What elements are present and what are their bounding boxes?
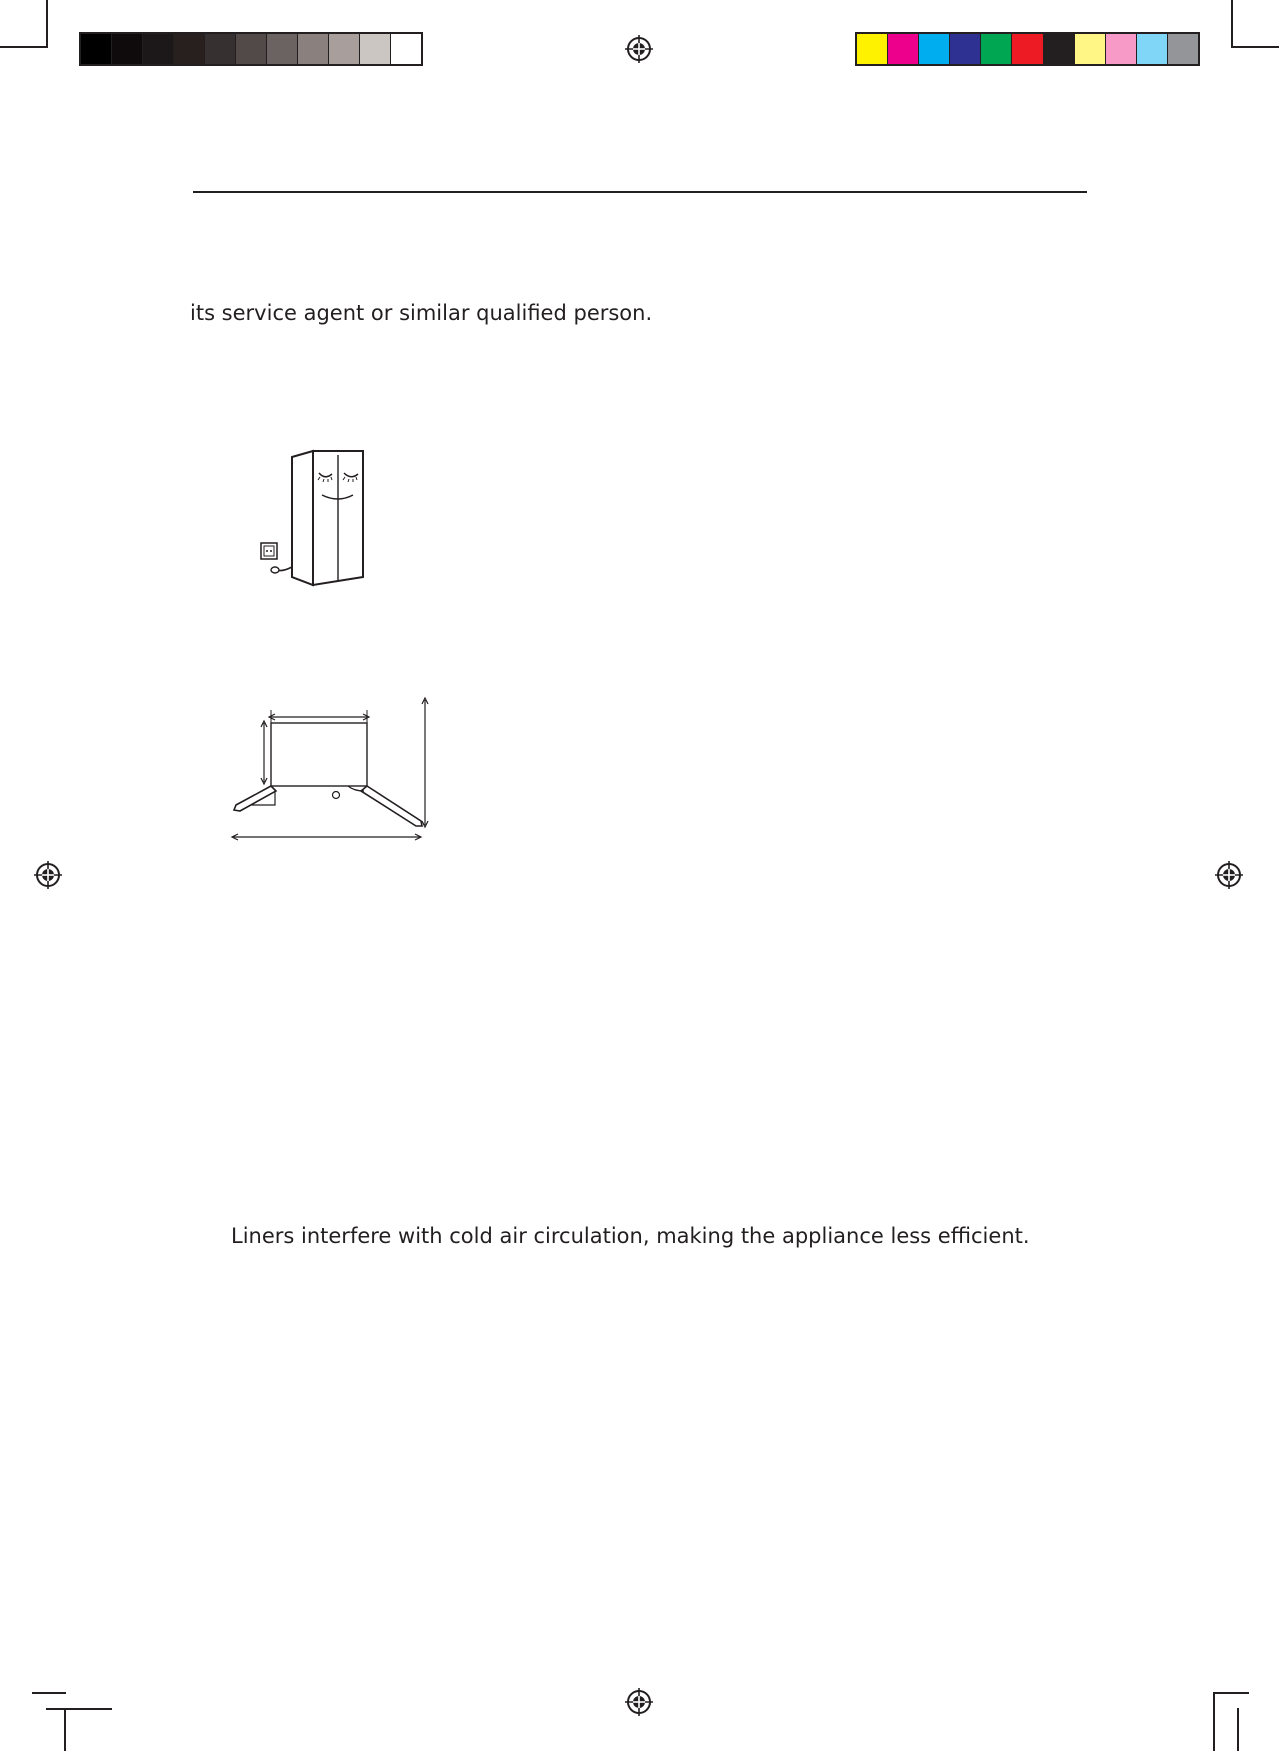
grayscale-swatch bbox=[111, 34, 142, 64]
process-swatch bbox=[887, 34, 918, 64]
grayscale-swatch bbox=[173, 34, 204, 64]
process-swatch bbox=[949, 34, 980, 64]
grayscale-swatch bbox=[328, 34, 359, 64]
fridge-plug-illustration bbox=[245, 445, 405, 593]
registration-mark-left bbox=[34, 861, 62, 889]
process-swatch bbox=[1167, 34, 1198, 64]
process-color-bar bbox=[855, 32, 1200, 66]
header-rule bbox=[193, 191, 1087, 193]
process-swatch bbox=[918, 34, 949, 64]
grayscale-swatch bbox=[142, 34, 173, 64]
text-line-service-agent: its service agent or similar qualified person. bbox=[190, 301, 653, 325]
process-swatch bbox=[1136, 34, 1167, 64]
process-swatch bbox=[857, 34, 887, 64]
grayscale-color-bar bbox=[79, 32, 423, 66]
process-swatch bbox=[1043, 34, 1074, 64]
grayscale-swatch bbox=[266, 34, 297, 64]
grayscale-swatch bbox=[204, 34, 235, 64]
grayscale-swatch bbox=[297, 34, 328, 64]
grayscale-swatch bbox=[235, 34, 266, 64]
door-clearance-illustration bbox=[226, 695, 436, 850]
grayscale-swatch bbox=[359, 34, 390, 64]
registration-mark-bottom bbox=[625, 1688, 653, 1716]
text-line-liners: Liners interfere with cold air circulation, making the appliance less efficient. bbox=[231, 1224, 1030, 1248]
process-swatch bbox=[1074, 34, 1105, 64]
grayscale-swatch bbox=[390, 34, 421, 64]
registration-mark-top bbox=[625, 35, 653, 63]
registration-mark-right bbox=[1215, 861, 1243, 889]
process-swatch bbox=[1011, 34, 1042, 64]
process-swatch bbox=[1105, 34, 1136, 64]
grayscale-swatch bbox=[81, 34, 111, 64]
process-swatch bbox=[980, 34, 1011, 64]
